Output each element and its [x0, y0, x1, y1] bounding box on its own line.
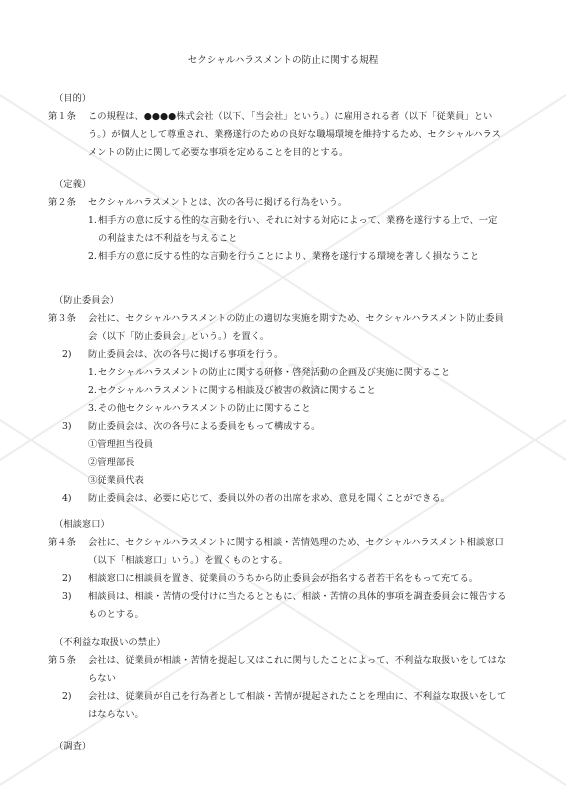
item-text: 相手方の意に反する性的な言動を行うことにより、業務を遂行する環境を著しく損なうこと	[98, 251, 480, 262]
paragraph-number: 3)	[62, 591, 72, 602]
article-1-text: この規程は、●●●●株式会社（以下、「当会社」という。）に雇用される者（以下「従業員」という。）が個人として尊重され、業務遂行のための良好な職場環境を維持するため、セクシャルハラスメントの防止に関して必要な事項を定めることを目的とする。	[88, 111, 501, 158]
article-4-text: 会社に、セクシャルハラスメントに関する相談・苦情処理のため、セクシャルハラスメント相談窓口（以下「相談窓口」いう。）を置くものとする。	[88, 537, 504, 566]
item-number: 2.	[88, 385, 97, 396]
paragraph-number: 2)	[62, 573, 72, 584]
item-number: 2.	[88, 251, 97, 262]
member-list-item: ①管理担当役員	[88, 439, 154, 450]
document-title: セクシャルハラスメントの防止に関する規程	[187, 55, 379, 66]
paragraph-text: 会社は、従業員が自己を行為者として相談・苦情が提起されたことを理由に、不利益な取扱いをしてはならない。	[88, 691, 507, 720]
article-4-paragraph-3	[48, 588, 510, 624]
article-4-heading: （相談窓口）	[54, 519, 110, 530]
member-list-item: ③従業員代表	[88, 475, 144, 486]
article-3	[48, 310, 510, 346]
article-3-item-1	[88, 364, 504, 382]
paragraph-number: 2)	[62, 349, 72, 360]
item-number: 3.	[88, 403, 97, 414]
article-3-item-3	[88, 400, 504, 418]
article-3-item-2	[88, 382, 504, 400]
article-4-paragraph-2	[48, 570, 510, 588]
member-list-item: ②管理部長	[88, 457, 135, 468]
article-2-number: 第２条	[48, 197, 76, 208]
article-3-text: 会社に、セクシャルハラスメントの防止の適切な実施を期すため、セクシャルハラスメント防止委員会（以下「防止委員会」という。）を置く。	[88, 313, 504, 342]
article-5-text: 会社は、従業員が相談・苦情を提起し又はこれに関与したことによって、不利益な取扱いをしてはならない	[88, 655, 507, 684]
paragraph-text: 相談員は、相談・苦情の受付けに当たるとともに、相談・苦情の具体的事項を調査委員会に報告するものとする。	[88, 591, 507, 620]
article-3-paragraph-4	[48, 490, 510, 508]
article-2	[48, 194, 510, 212]
article-6-heading: （調査）	[54, 741, 92, 752]
article-3-paragraph-3	[48, 418, 510, 436]
item-text: セクシャルハラスメントに関する相談及び被害の救済に関すること	[98, 385, 376, 396]
item-text: 相手方の意に反する性的な言動を行い、それに対する対応によって、業務を遂行する上で、一定の利益または不利益を与えること	[98, 215, 498, 244]
paragraph-number: 4)	[62, 493, 72, 504]
article-2-heading: （定義）	[54, 179, 92, 190]
item-number: 1.	[88, 215, 97, 226]
article-3-heading: （防止委員会）	[54, 295, 120, 306]
article-1-number: 第１条	[48, 111, 76, 122]
article-5-number: 第５条	[48, 655, 76, 666]
article-4	[48, 534, 510, 570]
article-5-paragraph-2	[48, 688, 510, 724]
article-2-item-1	[88, 212, 504, 248]
article-5	[48, 652, 510, 688]
article-2-item-2	[88, 248, 504, 266]
article-3-number: 第３条	[48, 313, 76, 324]
paragraph-number: 2)	[62, 691, 72, 702]
paragraph-text: 相談窓口に相談員を置き、従業員のうちから防止委員会が指名する者若干名をもって充てる。	[88, 573, 479, 584]
paragraph-number: 3)	[62, 421, 72, 432]
article-1	[48, 108, 510, 162]
article-4-number: 第４条	[48, 537, 76, 548]
item-number: 1.	[88, 367, 97, 378]
article-2-text: セクシャルハラスメントとは、次の各号に掲げる行為をいう。	[88, 197, 348, 208]
item-text: セクシャルハラスメントの防止に関する研修・啓発活動の企画及び実施に関すること	[98, 367, 451, 378]
article-5-heading: （不利益な取扱いの禁止）	[54, 637, 166, 648]
paragraph-text: 防止委員会は、次の各号による委員をもって構成する。	[88, 421, 321, 432]
item-text: その他セクシャルハラスメントの防止に関すること	[98, 403, 311, 414]
paragraph-text: 防止委員会は、次の各号に掲げる事項を行う。	[88, 349, 284, 360]
article-1-heading: （目的）	[54, 93, 92, 104]
paragraph-text: 防止委員会は、必要に応じて、委員以外の者の出席を求め、意見を聞くことができる。	[88, 493, 451, 504]
article-3-paragraph-2	[48, 346, 510, 364]
